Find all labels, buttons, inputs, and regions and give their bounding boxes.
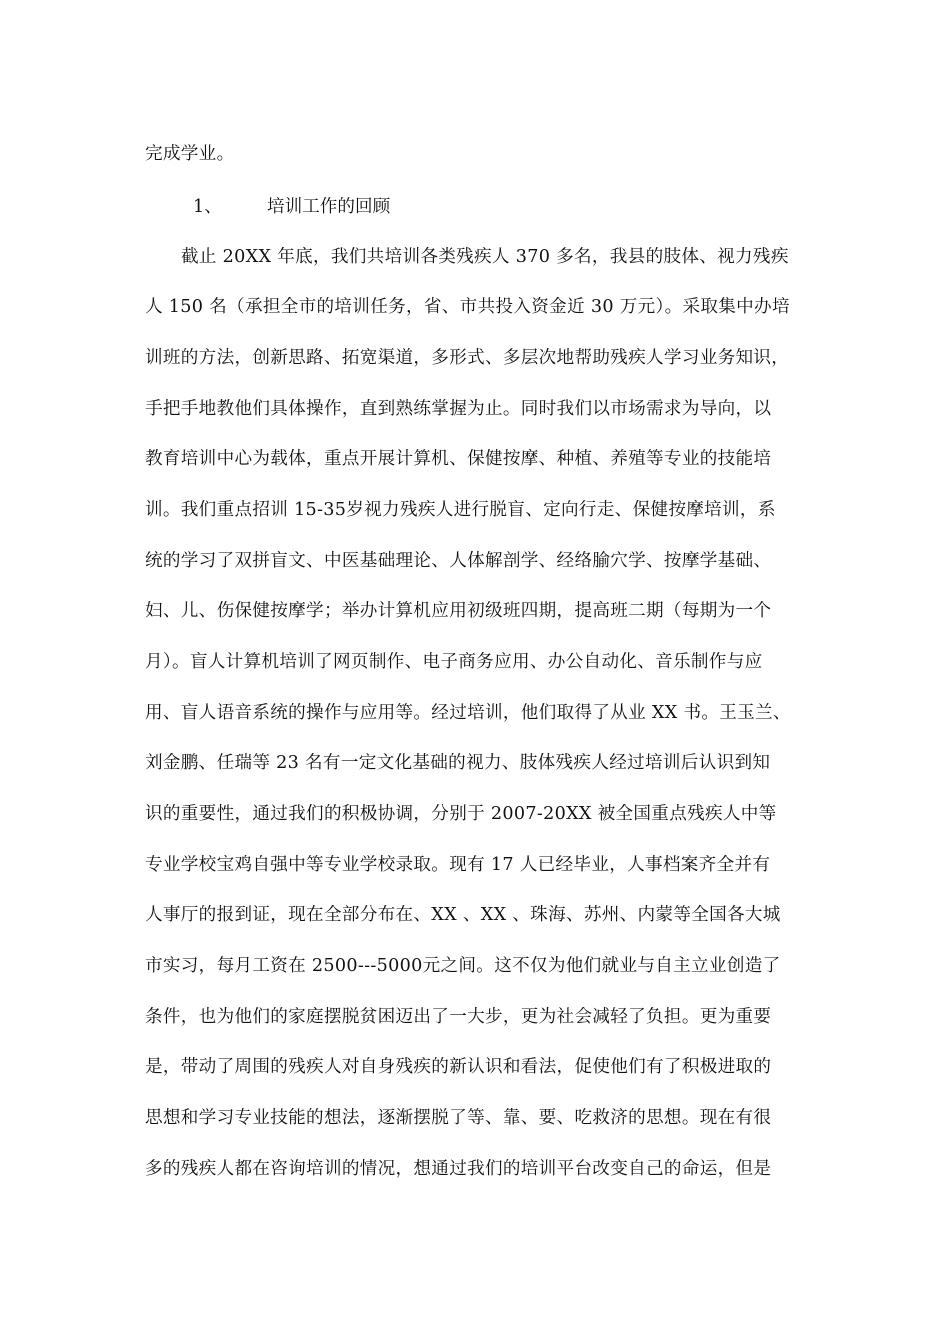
paragraph-line: 用、盲人语音系统的操作与应用等。经过培训，他们取得了从业 XX 书。王玉兰、 xyxy=(145,703,791,723)
paragraph-line: 识的重要性，通过我们的积极协调，分别于 2007-20XX 被全国重点残疾人中等 xyxy=(145,804,777,824)
paragraph-line: 人 150 名（承担全市的培训任务，省、市共投入资金近 30 万元）。采取集中办培 xyxy=(145,297,790,317)
paragraph-line: 是，带动了周围的残疾人对自身残疾的新认识和看法，促使他们有了积极进取的 xyxy=(145,1057,772,1077)
paragraph-line: 刘金鹏、任瑞等 23 名有一定文化基础的视力、肢体残疾人经过培训后认识到知 xyxy=(145,753,771,773)
paragraph-line: 统的学习了双拼盲文、中医基础理论、人体解剖学、经络腧穴学、按摩学基础、 xyxy=(145,551,772,571)
paragraph-line: 教育培训中心为载体，重点开展计算机、保健按摩、种植、养殖等专业的技能培 xyxy=(145,449,772,469)
paragraph-line: 专业学校宝鸡自强中等专业学校录取。现有 17 人已经毕业，人事档案齐全并有 xyxy=(145,855,771,875)
section-number: 1、 xyxy=(193,197,222,217)
paragraph-line: 月）。盲人计算机培训了网页制作、电子商务应用、办公自动化、音乐制作与应 xyxy=(145,652,763,672)
paragraph-line: 多的残疾人都在咨询培训的情况，想通过我们的培训平台改变自己的命运，但是 xyxy=(145,1159,772,1179)
paragraph-line: 训。我们重点招训 15-35岁视力残疾人进行脱盲、定向行走、保健按摩培训，系 xyxy=(145,500,776,520)
section-heading: 培训工作的回顾 xyxy=(267,197,391,217)
paragraph-line: 思想和学习专业技能的想法，逐渐摆脱了等、靠、要、吃救济的思想。现在有很 xyxy=(145,1108,772,1128)
paragraph-line: 市实习，每月工资在 2500---5000元之间。这不仅为他们就业与自主立业创造了 xyxy=(145,956,781,976)
paragraph-line: 人事厅的报到证，现在全部分布在、XX 、XX 、珠海、苏州、内蒙等全国各大城 xyxy=(145,905,781,925)
paragraph-line: 截止 20XX 年底，我们共培训各类残疾人 370 多名，我县的肢体、视力残疾 xyxy=(181,247,789,267)
paragraph-line: 妇、儿、伤保健按摩学；举办计算机应用初级班四期，提高班二期（每期为一个 xyxy=(145,601,772,621)
paragraph-line: 完成学业。 xyxy=(145,144,235,164)
paragraph-line: 训班的方法，创新思路、拓宽渠道，多形式、多层次地帮助残疾人学习业务知识， xyxy=(145,348,790,368)
paragraph-line: 条件，也为他们的家庭摆脱贫困迈出了一大步，更为社会减轻了负担。更为重要 xyxy=(145,1007,772,1027)
paragraph-line: 手把手地教他们具体操作，直到熟练掌握为止。同时我们以市场需求为导向，以 xyxy=(145,399,772,419)
